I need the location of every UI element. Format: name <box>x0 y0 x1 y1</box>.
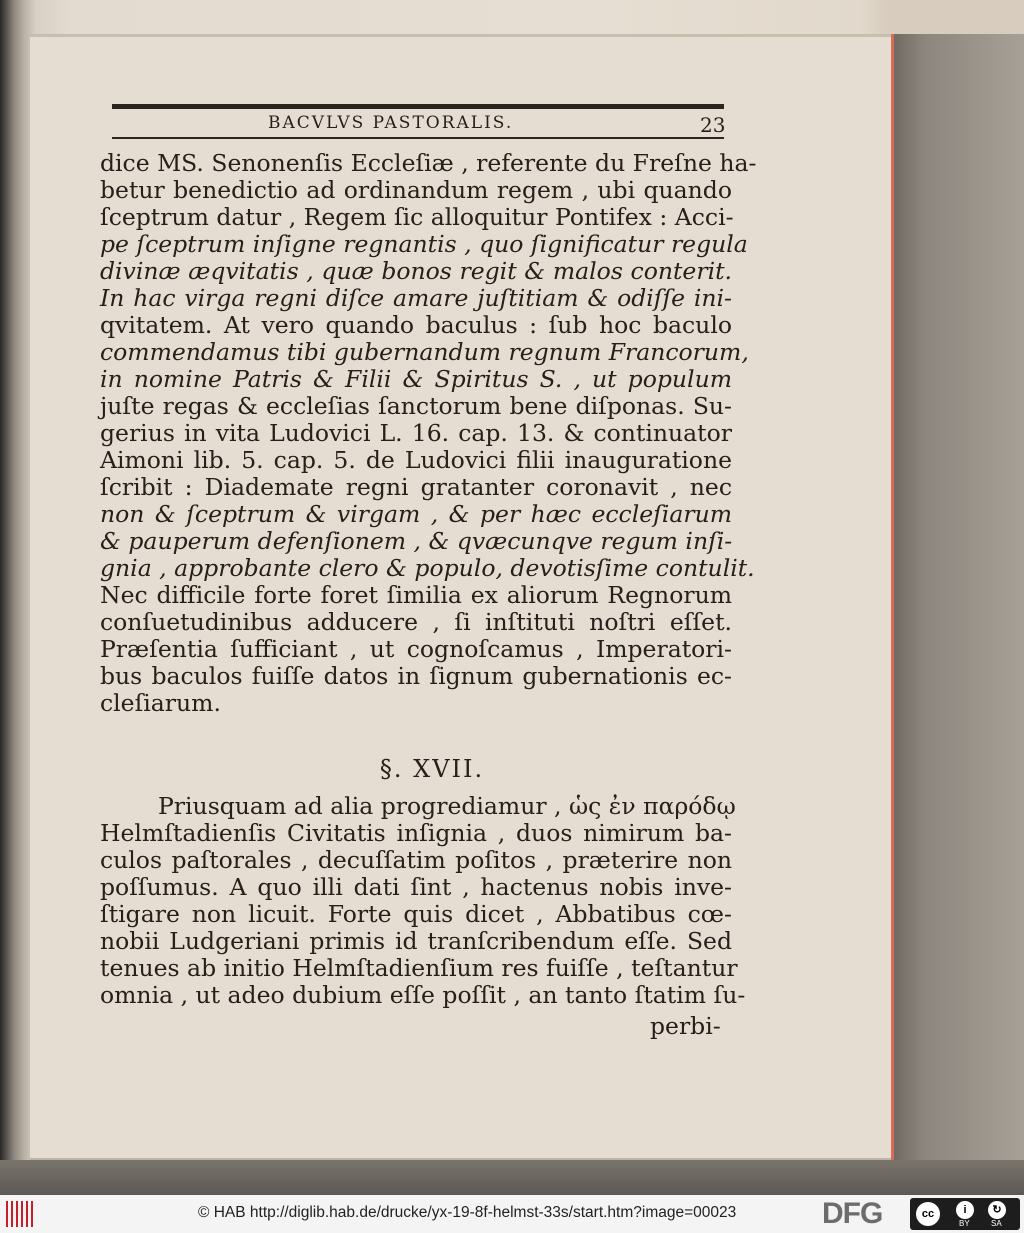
license-sa-label: SA <box>991 1219 1002 1228</box>
running-head: BACVLVS PASTORALIS. <box>268 113 514 133</box>
page-shadow-right <box>894 34 1024 1195</box>
text-line: nobii Ludgeriani primis id tranſcribendum eſſe. Sed <box>100 927 732 955</box>
dfg-logo[interactable]: DFG <box>822 1197 883 1230</box>
text-line: pe ſceptrum inſigne regnantis , quo ſignificatur regula <box>100 230 748 258</box>
page-shadow-bottom <box>0 1160 1024 1195</box>
text-line: tenues ab initio Helmſtadienſium res fuiſſe , teſtantur <box>100 954 738 982</box>
text-line: cleſiarum. <box>100 689 221 717</box>
section-heading: §. XVII. <box>379 755 485 783</box>
text-line: dice MS. Senonenſis Eccleſiæ , referente du Freſne ha- <box>100 149 757 177</box>
barcode-icon <box>6 1201 36 1227</box>
copyright-link[interactable]: © HAB http://diglib.hab.de/drucke/yx-19-8f-helmst-33s/start.htm?image=00023 <box>198 1204 737 1221</box>
attribution-icon: i <box>956 1201 974 1219</box>
text-line: non & ſceptrum & virgam , & per hæc eccleſiarum <box>100 500 732 528</box>
header-rule-top <box>112 104 724 109</box>
text-line: betur benedictio ad ordinandum regem , ubi quando <box>100 176 732 204</box>
text-line: juſte regas & eccleſias ſanctorum bene diſponas. Su- <box>100 392 732 420</box>
text-line: Aimoni lib. 5. cap. 5. de Ludovici filii inauguratione <box>100 446 732 474</box>
text-line: in nomine Patris & Filii & Spiritus S. , ut populum <box>100 365 732 393</box>
text-line: commendamus tibi gubernandum regnum Francorum, <box>100 338 749 366</box>
text-line: ſceptrum datur , Regem ſic alloquitur Pontifex : Acci- <box>100 203 734 231</box>
text-line: ſtigare non licuit. Forte quis dicet , Abbatibus cœ- <box>100 900 732 928</box>
cc-icon: cc <box>916 1202 940 1226</box>
text-line: Helmſtadienſis Civitatis inſignia , duos nimirum ba- <box>100 819 732 847</box>
license-by-label: BY <box>959 1219 970 1228</box>
text-line: & pauperum defenſionem , & qvæcunqve regum inſi- <box>100 527 733 555</box>
text-line: gerius in vita Ludovici L. 16. cap. 13. & continuator <box>100 419 732 447</box>
paragraph-1 <box>100 149 757 717</box>
text-line: bus baculos fuiſſe datos in ſignum gubernationis ec- <box>100 662 732 690</box>
text-line: gnia , approbante clero & populo, devotisſime contulit. <box>100 554 755 582</box>
text-line: Nec difficile forte foret ſimilia ex aliorum Regnorum <box>100 581 732 609</box>
text-line: qvitatem. At vero quando baculus : ſub hoc baculo <box>100 311 732 339</box>
text-line: conſuetudinibus adducere , ſi inſtituti noſtri eſſet. <box>100 608 732 636</box>
text-line: culos paſtorales , decuſſatim poſitos , præterire non <box>100 846 732 874</box>
header-rule-bottom <box>112 137 724 139</box>
text-line: Præſentia ſufficiant , ut cognoſcamus , Imperatori- <box>100 635 732 663</box>
text-line: Priusquam ad alia progrediamur , ὡς ἐν παρόδῳ <box>158 792 736 820</box>
viewer-footer <box>0 1195 1024 1233</box>
text-line: divinæ æqvitatis , quæ bonos regit & malos conterit. <box>100 257 732 285</box>
text-line: In hac virga regni diſce amare juſtitiam & odiſſe ini- <box>100 284 732 312</box>
book-gutter <box>0 0 34 1195</box>
share-alike-icon: ↻ <box>988 1201 1006 1219</box>
cc-license-badge[interactable] <box>910 1198 1020 1230</box>
text-line: poſſumus. A quo illi dati ſint , hactenus nobis inve- <box>100 873 732 901</box>
catchword: perbi- <box>650 1012 721 1040</box>
page-number: 23 <box>700 113 726 137</box>
text-line: omnia , ut adeo dubium eſſe poſſit , an tanto ſtatim ſu- <box>100 981 746 1009</box>
paragraph-2 <box>100 792 746 1009</box>
text-line: ſcribit : Diademate regni gratanter coronavit , nec <box>100 473 732 501</box>
